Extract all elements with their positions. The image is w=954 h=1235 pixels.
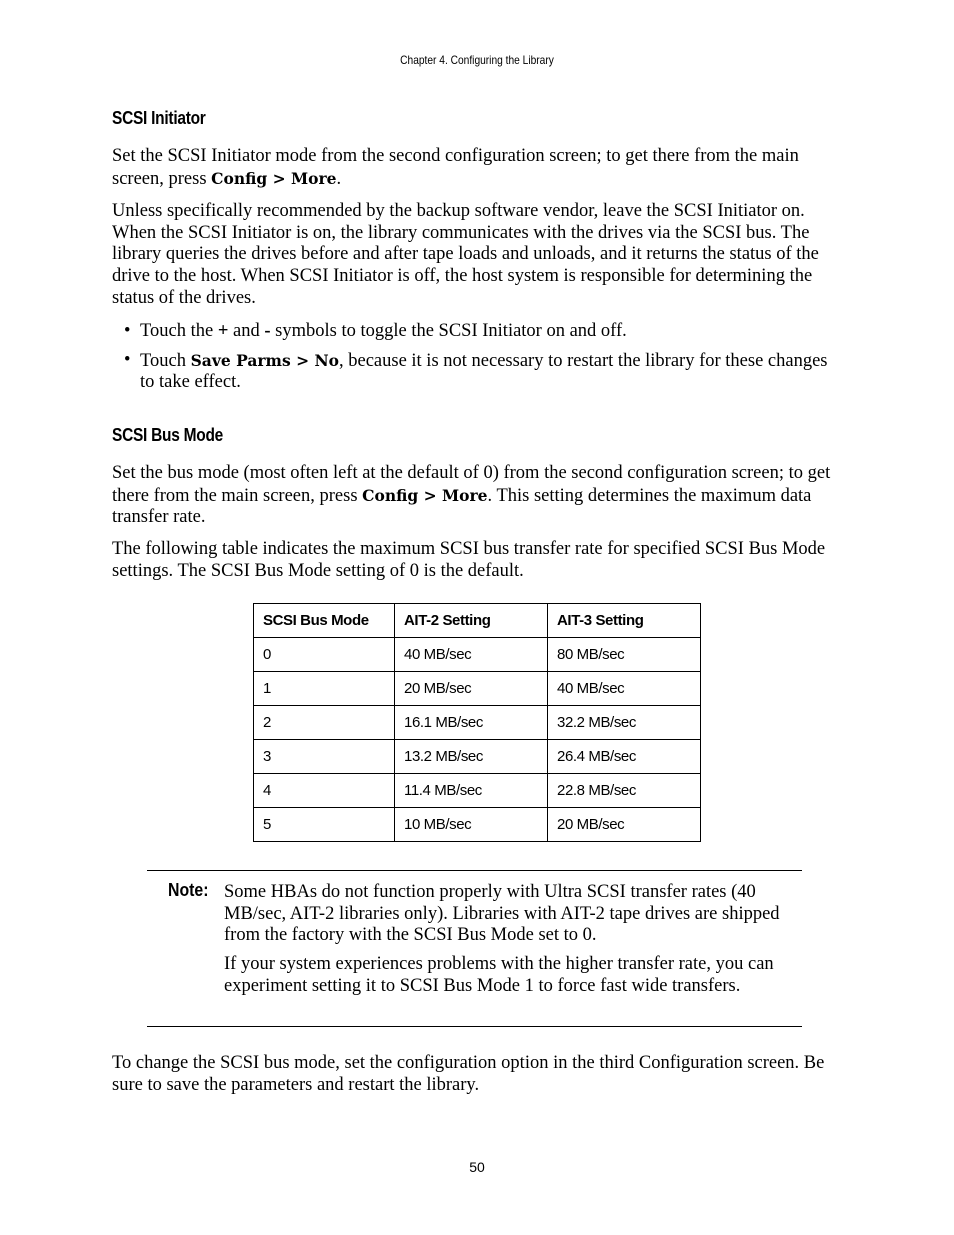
column-header-bus-mode: SCSI Bus Mode — [254, 604, 395, 638]
ui-path-config-more: Config > More — [362, 485, 488, 505]
table-cell-ait2: 11.4 MB/sec — [395, 774, 548, 808]
paragraph-text: Set the SCSI Initiator mode from the second configuration screen; to get there from the main screen, press — [112, 146, 799, 189]
table-cell-ait2: 20 MB/sec — [395, 672, 548, 706]
table-cell-ait3: 40 MB/sec — [548, 672, 701, 706]
paragraph-text: . This setting determines the maximum data transfer rate. — [112, 485, 812, 528]
table-row — [254, 774, 701, 808]
bullet-text: Touch the — [140, 321, 218, 341]
note-paragraph-hba: Some HBAs do not function properly with Ultra SCSI transfer rates (40 MB/sec, AIT-2 libraries only). Libraries with AIT-2 tape drives are shipped from the factory with the SCSI Bus Mode set to 0. — [224, 882, 780, 945]
bullet-text: symbols to toggle the SCSI Initiator on and off. — [270, 321, 627, 341]
table-cell-mode: 3 — [254, 740, 395, 774]
note-paragraph-higher-rate: If your system experiences problems with the higher transfer rate, you can experiment setting it to SCSI Bus Mode 1 to force fast wide transfers. — [224, 954, 774, 996]
table-row — [254, 638, 701, 672]
table-row — [254, 740, 701, 774]
bullet-text: Touch — [140, 350, 191, 371]
section-heading-scsi-bus-mode: SCSI Bus Mode — [112, 425, 224, 445]
table-row — [254, 672, 701, 706]
table-cell-mode: 0 — [254, 638, 395, 672]
table-cell-ait3: 32.2 MB/sec — [548, 706, 701, 740]
page-number: 50 — [469, 1159, 485, 1175]
bullet-text: , because it is not necessary to restart the library for these changes to take effect. — [140, 350, 828, 393]
note-box — [147, 870, 802, 1027]
note-label: Note: — [168, 880, 209, 900]
section-heading-scsi-initiator: SCSI Initiator — [112, 108, 206, 128]
bullet-item-toggle — [112, 321, 842, 343]
bullet-list-initiator — [112, 321, 842, 401]
table-cell-ait3: 20 MB/sec — [548, 808, 701, 842]
running-head: Chapter 4. Configuring the Library — [400, 53, 554, 67]
table-header-row — [254, 604, 701, 638]
plus-symbol: + — [217, 321, 229, 341]
paragraph-text: . — [336, 168, 342, 189]
column-header-ait2: AIT-2 Setting — [395, 604, 548, 638]
table-row — [254, 808, 701, 842]
paragraph-bus-mode-location — [112, 463, 842, 529]
table-cell-ait2: 16.1 MB/sec — [395, 706, 548, 740]
paragraph-closing: To change the SCSI bus mode, set the configuration option in the third Configuration screen. Be sure to save the parameters and restart the library. — [112, 1053, 825, 1095]
paragraph-text: Set the bus mode (most often left at the default of 0) from the second configuration screen; to get there from the main screen, press — [112, 463, 831, 506]
table-cell-ait2: 13.2 MB/sec — [395, 740, 548, 774]
table-cell-mode: 4 — [254, 774, 395, 808]
paragraph-initiator-description: Unless specifically recommended by the backup software vendor, leave the SCSI Initiator on. When the SCSI Initiator is on, the library communicates with the drives via the SCSI bus. The library queries the drives before and after tape loads and unloads, and it returns the status of the drive to the host. When SCSI Initiator is off, the host system is responsible for determining the status of the drives. — [112, 201, 819, 308]
minus-symbol: - — [264, 321, 271, 341]
table-cell-ait3: 22.8 MB/sec — [548, 774, 701, 808]
table-cell-ait2: 10 MB/sec — [395, 808, 548, 842]
ui-path-save-parms-no: Save Parms > No — [190, 350, 339, 370]
table-cell-mode: 2 — [254, 706, 395, 740]
table-cell-mode: 5 — [254, 808, 395, 842]
bullet-text: and — [228, 321, 265, 341]
column-header-ait3: AIT-3 Setting — [548, 604, 701, 638]
bus-mode-rate-table — [253, 603, 701, 842]
ui-path-config-more: Config > More — [211, 168, 337, 188]
paragraph-initiator-location — [112, 146, 842, 190]
table-row — [254, 706, 701, 740]
paragraph-table-intro: The following table indicates the maximum SCSI bus transfer rate for specified SCSI Bus Mode settings. The SCSI Bus Mode setting of 0 is the default. — [112, 539, 826, 581]
table-cell-ait3: 80 MB/sec — [548, 638, 701, 672]
table-cell-ait3: 26.4 MB/sec — [548, 740, 701, 774]
table-cell-mode: 1 — [254, 672, 395, 706]
table-cell-ait2: 40 MB/sec — [395, 638, 548, 672]
bullet-item-save-parms — [112, 350, 842, 394]
